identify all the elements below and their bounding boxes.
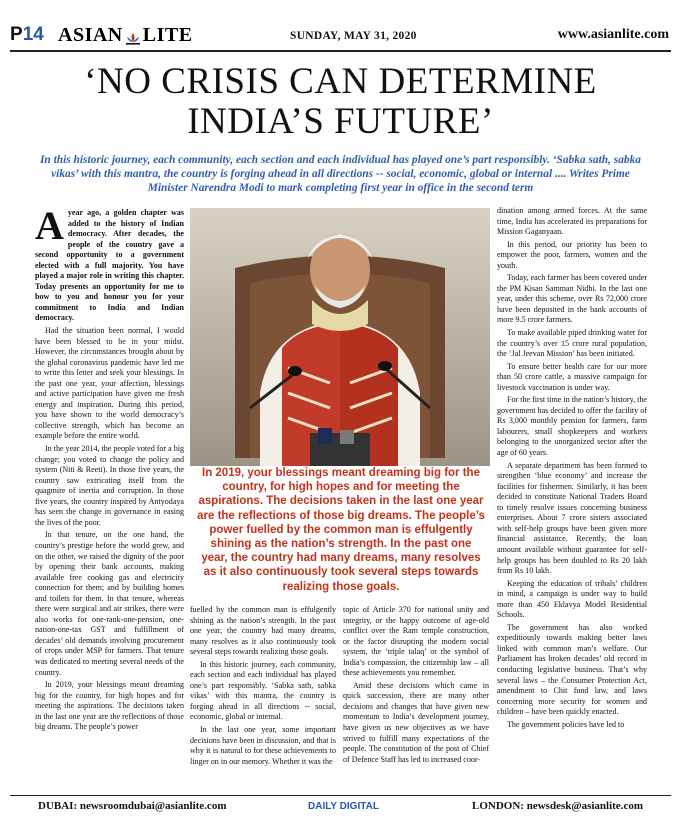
footer-dubai-email[interactable]: DUBAI: newsroomdubai@asianlite.com — [38, 800, 227, 812]
lead-paragraph: Ayear ago, a golden chapter was added to the history of Indian democracy. After decades, the people of the country gave a second opportunity to a government elected with a full majority. You have played a major role in writing this chapter. Today presents an opportunity for me to bow to you and honour you for your commitment to India and Indian democracy. — [35, 208, 184, 323]
headline — [0, 62, 681, 142]
headline-line-2: INDIA’S FUTURE’ — [187, 101, 494, 142]
masthead-rule — [10, 50, 671, 52]
paragraph: In the year 2014, the people voted for a big change; you voted to change the policy and system (Niti & Reeti). In those five years, the country saw extricating itself from the quagmire of inertia and corruption. In those five years, the country inspired by Antyodaya has seen the change in governance in easing the lives of the poor. — [35, 444, 184, 527]
prime-minister-photo — [190, 208, 490, 466]
paragraph: In that tenure, on the one hand, the country’s prestige before the world grew, and on the other, we raised the dignity of the poor by opening their bank accounts, making available free cooking gas and electricity connection for them; and by building homes and toilets for them. In that tenure, whereas there were surgical and air strikes, there were also works for one-rank-one-pension, one-nation-one-tax GST and fulfillment of decades’ old demands involving procurement of crops under MSP for farmers. That tenure was dedicated to meeting several needs of the country. — [35, 530, 184, 677]
paragraph: To make available piped drinking water for the country’s over 15 crore rural population, the ‘Jal Jeevan Mission’ has been initiated. — [497, 328, 647, 359]
paragraph: fuelled by the common man is effulgently shining as the nation’s strength. In the past one year, the country had many dreams, many resolves as it also continuously took several steps towards realizing those goals. — [190, 605, 336, 657]
paragraph: dination among armed forces. At the same time, India has accelerated its preparations for Mission Gaganyaan. — [497, 206, 647, 237]
paragraph: The government has also worked expeditiously towards making better laws linked with common man’s welfare. Our Parliament has broken decades’ old record in conducting legislative business. That’s why several laws – the Consumer Protection Act, amendment to Chit fund law, and laws concerning more security for women and children – have been quickly enacted. — [497, 622, 647, 717]
paragraph: In this historic journey, each community, each section and each individual has played one’s part responsibly. ‘Sabka sath, sabka vikas’ with this mantra, the country is forging ahead in all directions -- social, economic, global or internal. — [190, 659, 336, 722]
paragraph: In the last one year, some important decisions have been in discussion, and that is why it is natural to for these achievements to linger on in our memory. Whether it was the — [190, 725, 336, 766]
article-column-4 — [497, 206, 647, 792]
footer-london-email[interactable]: LONDON: newsdesk@asianlite.com — [472, 800, 643, 812]
paragraph: For the first time in the nation’s history, the government has decided to offer the facility of Rs 3,000 monthly pension for farmers, farm labourers, small shopkeepers and workers belonging to the unorganized sector after the age of 60 years. — [497, 395, 647, 458]
pull-quote: In 2019, your blessings meant dreaming big for the country, for high hopes and for meeting the aspirations. The decisions taken in the last one year are the reflections of those big dreams. The people’s power fuelled by the common man is effulgently shining as the nation’s strength. In the past one year, the country had many dreams, many resolves as it also continuously took several steps towards realizing those goals. — [197, 467, 485, 593]
footer-rule — [10, 795, 671, 796]
website-link[interactable]: www.asianlite.com — [557, 27, 669, 42]
brand-right: LITE — [142, 24, 193, 46]
paragraph: In this period, our priority has been to empower the poor, farmers, women and the youth. — [497, 239, 647, 270]
paragraph: Had the situation been normal, I would have been blessed to be in your midst. However, the circumstances brought about by the global coronavirus pandemic have led me to write this letter and seek your blessings. In the past one year, your affection, blessings and active participation have given me fresh energy and inspiration. During this period, you have shown to the world democracy’s collective strength, which has become an example before the entire world. — [35, 326, 184, 441]
article-column-2 — [190, 605, 336, 790]
masthead — [0, 0, 681, 56]
paragraph: topic of Article 370 for national unity and integrity, or the happy outcome of age-old conflict over the Ram temple construction, or the factor disrupting the modern social system, the ‘triple talaq’ or the symbol of India’s compassion, the citizenship law – all these achievements you remember. — [343, 605, 489, 678]
brand-logo — [58, 24, 193, 47]
article-column-1 — [35, 208, 184, 788]
paragraph: A separate department has been formed to strengthen ‘blue economy’ and increase the facilities for fishermen. Similarly, it has been decided to constitute National Traders Board to timely resolve issues concerning business enterprises. About 7 crore sisters associated with self-help groups have been given more financial assistance. Recently, the loan amount available without guarantee for self-help groups has been doubled to Rs 20 lakh from Rs 10 lakh. — [497, 460, 647, 576]
dateline: SUNDAY, MAY 31, 2020 — [290, 30, 417, 42]
article-photo — [190, 208, 490, 466]
page-number: P14 — [10, 24, 44, 45]
article-column-3 — [343, 605, 489, 790]
standfirst: In this historic journey, each community, each section and each individual has played one’s part responsibly. ‘Sabka sath, sabka vikas’ with this mantra, the country is forging ahead in all directions -- social, economic, global or internal .... Writes Prime Minister Narendra Modi to mark completing first year in office in the second term — [39, 154, 641, 194]
paragraph: To ensure better health care for our more than 50 crore cattle, a massive campaign for livestock vaccination is under way. — [497, 361, 647, 392]
paragraph: Today, each farmer has been covered under the PM Kisan Samman Nidhi. In the last one year, under this scheme, over Rs 72,000 crore have been deposited in the bank accounts of more 9.5 crore farmers. — [497, 273, 647, 325]
lotus-icon — [125, 29, 141, 43]
paragraph: Keeping the education of tribals’ children in mind, a campaign is under way to build more than 450 Eklavya Model Residential Schools. — [497, 578, 647, 620]
paragraph: The government policies have led to — [507, 719, 625, 729]
footer-edition-label: DAILY DIGITAL — [308, 801, 379, 812]
headline-line-1: ‘NO CRISIS CAN DETERMINE — [84, 61, 597, 102]
drop-cap: A — [35, 208, 64, 248]
paragraph: Amid these decisions which came in quick succession, there are many other decisions and changes that have given new momentum to India’s development journey, have given us new objectives as we have strived to fulfill many expectations of the people. The constitution of the post of Chief of Defence Staff has led to increased coor- — [343, 680, 489, 764]
brand-left: ASIAN — [58, 24, 123, 46]
paragraph: In 2019, your blessings meant dreaming big for the country, for high hopes and for meeting the aspirations. The decisions taken in the last one year are the reflections of those big dreams. The people’s power — [35, 680, 184, 732]
